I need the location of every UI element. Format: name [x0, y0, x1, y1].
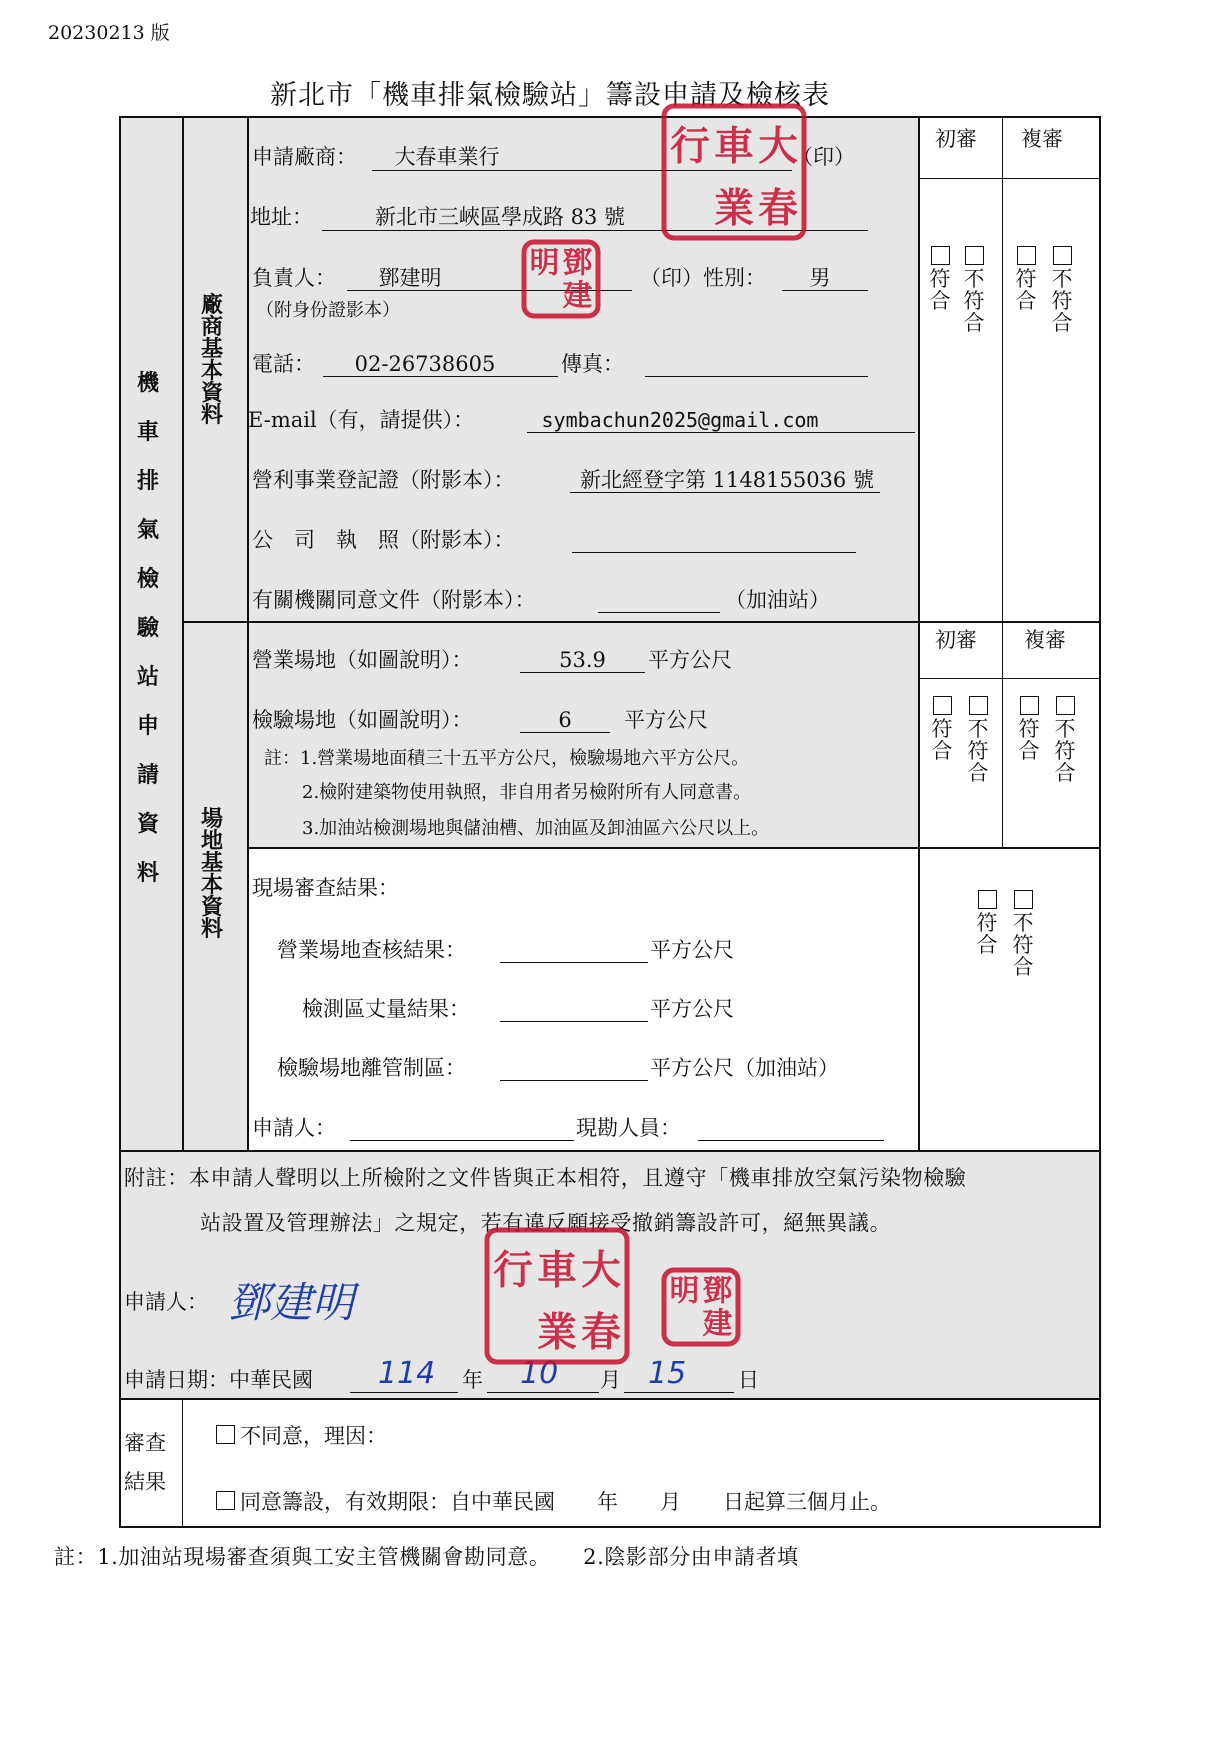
checkbox-vendor-second-fail[interactable] — [1053, 246, 1072, 265]
grid-line — [918, 116, 920, 1150]
checkbox-label-pass: 符 合 — [976, 911, 998, 958]
checkbox-label-pass: 符 合 — [929, 267, 951, 314]
id-note: （附身份證影本） — [256, 300, 400, 321]
grid-line — [182, 621, 1101, 623]
company-label: 申請廠商： — [252, 145, 357, 169]
grid-line — [182, 116, 184, 1150]
month-unit: 月 — [600, 1368, 621, 1392]
section-site-label: 場 地 基 本 資 料 — [200, 806, 223, 942]
site-note-1: 註：1.營業場地面積三十五平方公尺，檢驗場地六平方公尺。 — [264, 748, 750, 769]
phone-underline — [323, 376, 558, 377]
address-label: 地址： — [250, 205, 313, 229]
site-note-3: 3.加油站檢測場地與儲油槽、加油區及卸油區六公尺以上。 — [302, 818, 770, 839]
svg-text:鄧: 鄧 — [702, 1273, 733, 1309]
svg-text:春: 春 — [581, 1309, 621, 1356]
consent-label: 有關機關同意文件（附影本）： — [252, 588, 536, 612]
reg-underline — [570, 492, 880, 493]
phone-label: 電話： — [252, 352, 315, 376]
date-day[interactable]: 15 — [648, 1356, 687, 1391]
onsite-distance-suffix: 平方公尺（加油站） — [650, 1056, 839, 1080]
company-seal-stamp — [483, 1226, 631, 1366]
svg-text:鄧: 鄧 — [562, 245, 593, 281]
email-label: E-mail（有，請提供）： — [248, 408, 475, 432]
day-underline — [624, 1392, 734, 1393]
footnote: 註：1.加油站現場審查須與工安主管機關會勘同意。 2.陰影部分由申請者填 — [54, 1545, 799, 1569]
side-label: 機 車 排 氣 檢 驗 站 申 請 資 料 — [136, 370, 159, 886]
section-vendor-label: 廠 商 基 本 資 料 — [200, 292, 223, 428]
date-year[interactable]: 114 — [378, 1356, 436, 1391]
checkbox-label-fail: 不 符 合 — [967, 717, 989, 786]
date-label: 申請日期：中華民國 — [124, 1368, 313, 1392]
checkbox-label-pass: 符 合 — [1018, 717, 1040, 764]
onsite-inspector-label: 現勘人員： — [576, 1116, 681, 1140]
business-area-unit: 平方公尺 — [648, 648, 732, 672]
company-value[interactable]: 大春車業行 — [394, 145, 500, 169]
grid-line — [248, 847, 1101, 849]
person-seal-stamp — [520, 238, 602, 320]
declaration-line-1: 附註：本申請人聲明以上所檢附之文件皆與正本相符，且遵守「機車排放空氣污染物檢驗 — [124, 1166, 967, 1190]
svg-text:業: 業 — [714, 185, 754, 232]
phone-value[interactable]: 02-26738605 — [354, 352, 496, 376]
review-header-second: 複審 — [1021, 127, 1063, 151]
svg-text:業: 業 — [537, 1309, 577, 1356]
license-label: 公 司 執 照（附影本）： — [252, 528, 515, 552]
onsite-inspector-underline[interactable] — [698, 1140, 884, 1141]
inspection-area-label: 檢驗場地（如圖說明）： — [252, 708, 473, 732]
signer-label: 申請人： — [124, 1290, 208, 1314]
company-seal-mark: （印） — [792, 145, 855, 169]
onsite-distance-label: 檢驗場地離管制區： — [277, 1056, 466, 1080]
checkbox-label-fail: 不 符 合 — [1054, 717, 1076, 786]
onsite-business-underline[interactable] — [500, 962, 648, 963]
review-header-first: 初審 — [935, 127, 977, 151]
review-header-first: 初審 — [935, 628, 977, 652]
license-underline — [572, 552, 856, 553]
grid-line — [182, 1398, 183, 1528]
consent-suffix: （加油站） — [725, 588, 830, 612]
grid-line — [120, 1398, 1101, 1400]
gender-value[interactable]: 男 — [809, 266, 831, 290]
svg-text:建: 建 — [702, 1306, 733, 1342]
business-area-label: 營業場地（如圖說明）： — [252, 648, 473, 672]
checkbox-agree[interactable] — [216, 1491, 235, 1510]
svg-text:行: 行 — [670, 123, 710, 170]
grid-line — [918, 178, 1101, 179]
onsite-measure-underline[interactable] — [500, 1021, 648, 1022]
svg-text:春: 春 — [758, 185, 798, 232]
declaration-line-2: 站設置及管理辦法」之規定，若有違反願接受撤銷籌設許可，絕無異議。 — [200, 1211, 892, 1235]
grid-line — [1002, 116, 1003, 848]
person-seal-stamp — [660, 1266, 742, 1348]
review-label-1: 審查 — [124, 1431, 166, 1455]
reg-label: 營利事業登記證（附影本）： — [252, 468, 515, 492]
onsite-measure-label: 檢測區丈量結果： — [302, 997, 470, 1021]
onsite-business-unit: 平方公尺 — [650, 938, 734, 962]
svg-text:明: 明 — [529, 245, 560, 281]
checkbox-vendor-first-fail[interactable] — [965, 246, 984, 265]
grid-line — [120, 1150, 1101, 1152]
fax-underline — [645, 376, 868, 377]
checkbox-label-pass: 符 合 — [931, 717, 953, 764]
owner-label: 負責人： — [252, 266, 336, 290]
svg-text:車: 車 — [714, 123, 754, 170]
day-unit: 日 — [738, 1368, 759, 1392]
checkbox-vendor-first-pass[interactable] — [931, 246, 950, 265]
onsite-title: 現場審查結果： — [252, 876, 399, 900]
owner-value[interactable]: 鄧建明 — [378, 266, 442, 290]
email-underline — [527, 432, 915, 433]
page-title: 新北市「機車排氣檢驗站」籌設申請及檢核表 — [270, 80, 830, 111]
checkbox-onsite-fail[interactable] — [1014, 890, 1033, 909]
checkbox-label-fail: 不 符 合 — [963, 267, 985, 336]
onsite-measure-unit: 平方公尺 — [650, 997, 734, 1021]
year-unit: 年 — [462, 1368, 483, 1392]
onsite-applicant-label: 申請人： — [252, 1116, 336, 1140]
inspection-area-unit: 平方公尺 — [624, 708, 708, 732]
version-label: 20230213 版 — [48, 22, 170, 44]
checkbox-site-second-fail[interactable] — [1056, 696, 1075, 715]
svg-text:大: 大 — [758, 123, 798, 170]
review-label-2: 結果 — [124, 1470, 166, 1494]
grid-line — [247, 116, 249, 1150]
inspection-area-underline — [520, 732, 610, 733]
checkbox-vendor-second-pass[interactable] — [1017, 246, 1036, 265]
email-value[interactable]: symbachun2025@gmail.com — [541, 408, 819, 432]
inspection-area-value[interactable]: 6 — [558, 708, 572, 732]
business-area-value[interactable]: 53.9 — [559, 648, 606, 672]
month-underline — [487, 1392, 599, 1393]
svg-text:車: 車 — [537, 1247, 577, 1294]
svg-text:大: 大 — [581, 1247, 621, 1294]
site-note-2: 2.檢附建築物使用執照，非自用者另檢附所有人同意書。 — [302, 782, 752, 803]
date-month[interactable]: 10 — [520, 1356, 559, 1391]
business-area-underline — [520, 672, 645, 673]
consent-underline — [598, 612, 720, 613]
checkbox-label-pass: 符 合 — [1015, 267, 1037, 314]
checkbox-onsite-pass[interactable] — [978, 890, 997, 909]
checkbox-site-first-pass[interactable] — [933, 696, 952, 715]
checkbox-label-fail: 不 符 合 — [1051, 267, 1073, 336]
checkbox-site-second-pass[interactable] — [1020, 696, 1039, 715]
onsite-business-label: 營業場地查核結果： — [277, 938, 466, 962]
onsite-applicant-underline[interactable] — [350, 1140, 574, 1141]
fax-label: 傳真： — [561, 352, 624, 376]
review-header-second: 複審 — [1024, 628, 1066, 652]
svg-text:建: 建 — [562, 278, 593, 314]
company-seal-stamp — [660, 102, 808, 242]
gender-label: （印）性別： — [640, 266, 766, 290]
grid-line — [918, 678, 1101, 679]
review-disagree: 不同意，理因： — [240, 1424, 387, 1448]
gender-underline — [782, 290, 868, 291]
checkbox-site-first-fail[interactable] — [969, 696, 988, 715]
svg-text:行: 行 — [493, 1247, 533, 1294]
reg-value[interactable]: 新北經登字第 1148155036 號 — [580, 468, 874, 492]
year-underline — [350, 1392, 458, 1393]
checkbox-disagree[interactable] — [216, 1425, 235, 1444]
svg-text:明: 明 — [669, 1273, 700, 1309]
applicant-signature[interactable]: 鄧建明 — [228, 1278, 355, 1327]
review-agree: 同意籌設，有效期限：自中華民國 年 月 日起算三個月止。 — [240, 1490, 891, 1514]
address-value[interactable]: 新北市三峽區學成路 83 號 — [374, 205, 626, 229]
checkbox-label-fail: 不 符 合 — [1012, 911, 1034, 980]
onsite-distance-underline[interactable] — [500, 1080, 648, 1081]
